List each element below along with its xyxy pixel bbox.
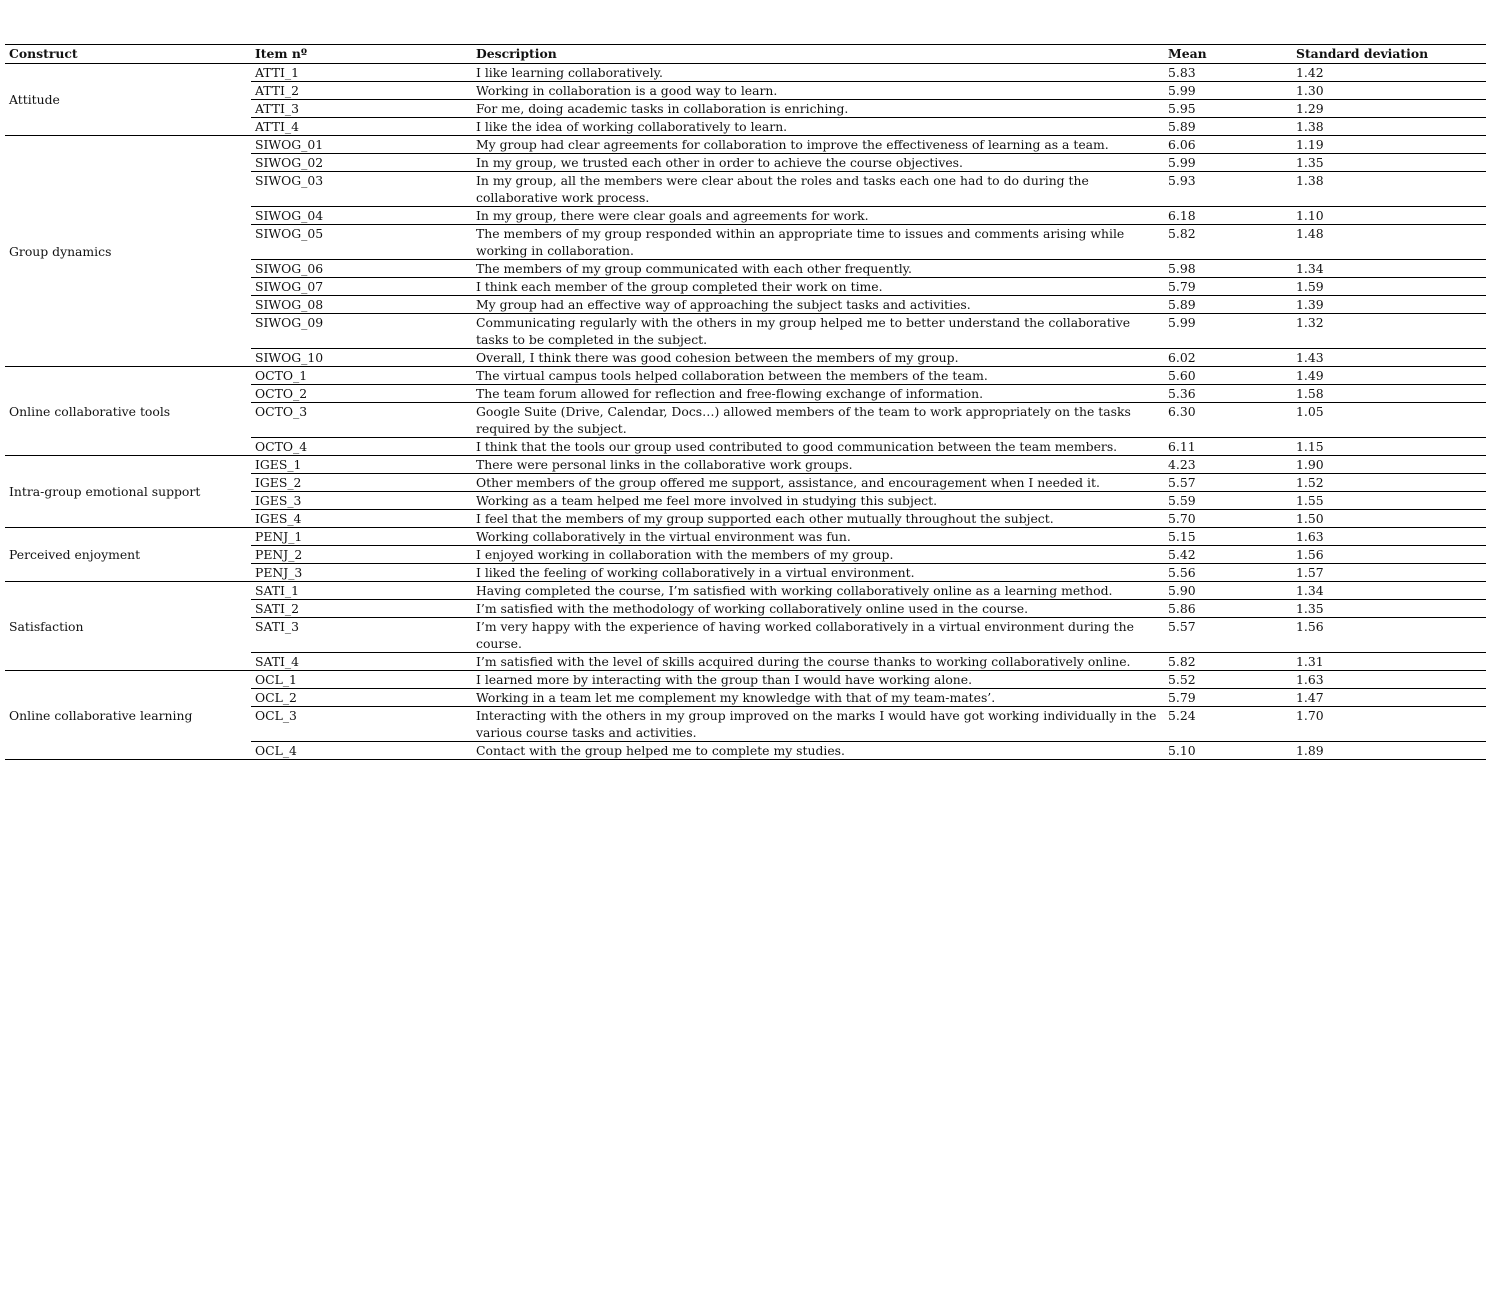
table-row <box>5 136 1486 154</box>
mean-cell: 5.99 <box>1164 314 1292 349</box>
item-cell: SATI_2 <box>251 600 472 618</box>
item-cell: SIWOG_08 <box>251 296 472 314</box>
item-cell: IGES_2 <box>251 474 472 492</box>
item-cell: SIWOG_09 <box>251 314 472 349</box>
description-cell: I’m satisfied with the methodology of working collaboratively online used in the course. <box>472 600 1164 618</box>
standard-deviation-cell: 1.39 <box>1292 296 1486 314</box>
standard-deviation-cell: 1.32 <box>1292 314 1486 349</box>
standard-deviation-cell: 1.56 <box>1292 618 1486 653</box>
standard-deviation-cell: 1.56 <box>1292 546 1486 564</box>
table-row <box>5 456 1486 474</box>
table-row <box>5 64 1486 82</box>
item-cell: SIWOG_05 <box>251 225 472 260</box>
results-table-container <box>5 44 1486 760</box>
item-cell: PENJ_2 <box>251 546 472 564</box>
standard-deviation-cell: 1.50 <box>1292 510 1486 528</box>
description-cell: I feel that the members of my group supported each other mutually throughout the subject. <box>472 510 1164 528</box>
description-cell: I liked the feeling of working collaboratively in a virtual environment. <box>472 564 1164 582</box>
standard-deviation-cell: 1.30 <box>1292 82 1486 100</box>
description-cell: Contact with the group helped me to complete my studies. <box>472 742 1164 760</box>
description-cell: Having completed the course, I’m satisfied with working collaboratively online as a learning method. <box>472 582 1164 600</box>
description-cell: I like the idea of working collaboratively to learn. <box>472 118 1164 136</box>
standard-deviation-cell: 1.34 <box>1292 260 1486 278</box>
header-description: Description <box>472 45 1164 64</box>
standard-deviation-cell: 1.10 <box>1292 207 1486 225</box>
mean-cell: 5.52 <box>1164 671 1292 689</box>
mean-cell: 5.60 <box>1164 367 1292 385</box>
mean-cell: 5.56 <box>1164 564 1292 582</box>
construct-cell: Perceived enjoyment <box>5 528 251 582</box>
description-cell: The team forum allowed for reflection and free-flowing exchange of information. <box>472 385 1164 403</box>
description-cell: The virtual campus tools helped collaboration between the members of the team. <box>472 367 1164 385</box>
standard-deviation-cell: 1.29 <box>1292 100 1486 118</box>
description-cell: Overall, I think there was good cohesion between the members of my group. <box>472 349 1164 367</box>
item-cell: OCTO_3 <box>251 403 472 438</box>
description-cell: Working collaboratively in the virtual environment was fun. <box>472 528 1164 546</box>
mean-cell: 4.23 <box>1164 456 1292 474</box>
header-row <box>5 45 1486 64</box>
standard-deviation-cell: 1.52 <box>1292 474 1486 492</box>
table-row <box>5 671 1486 689</box>
standard-deviation-cell: 1.34 <box>1292 582 1486 600</box>
mean-cell: 6.18 <box>1164 207 1292 225</box>
description-cell: My group had an effective way of approaching the subject tasks and activities. <box>472 296 1164 314</box>
standard-deviation-cell: 1.47 <box>1292 689 1486 707</box>
standard-deviation-cell: 1.43 <box>1292 349 1486 367</box>
mean-cell: 6.11 <box>1164 438 1292 456</box>
mean-cell: 5.95 <box>1164 100 1292 118</box>
description-cell: I think that the tools our group used contributed to good communication between the team members. <box>472 438 1164 456</box>
construct-cell: Group dynamics <box>5 136 251 367</box>
standard-deviation-cell: 1.05 <box>1292 403 1486 438</box>
table-row <box>5 582 1486 600</box>
item-cell: ATTI_2 <box>251 82 472 100</box>
mean-cell: 5.42 <box>1164 546 1292 564</box>
description-cell: I’m satisfied with the level of skills acquired during the course thanks to working collaboratively online. <box>472 653 1164 671</box>
item-cell: IGES_3 <box>251 492 472 510</box>
construct-items-table <box>5 44 1486 760</box>
description-cell: In my group, there were clear goals and agreements for work. <box>472 207 1164 225</box>
standard-deviation-cell: 1.15 <box>1292 438 1486 456</box>
mean-cell: 5.79 <box>1164 689 1292 707</box>
item-cell: ATTI_3 <box>251 100 472 118</box>
standard-deviation-cell: 1.48 <box>1292 225 1486 260</box>
mean-cell: 5.57 <box>1164 474 1292 492</box>
item-cell: OCTO_2 <box>251 385 472 403</box>
mean-cell: 5.24 <box>1164 707 1292 742</box>
standard-deviation-cell: 1.90 <box>1292 456 1486 474</box>
mean-cell: 5.90 <box>1164 582 1292 600</box>
item-cell: OCL_4 <box>251 742 472 760</box>
item-cell: OCL_2 <box>251 689 472 707</box>
description-cell: I think each member of the group completed their work on time. <box>472 278 1164 296</box>
standard-deviation-cell: 1.63 <box>1292 528 1486 546</box>
construct-cell: Intra-group emotional support <box>5 456 251 528</box>
item-cell: SIWOG_07 <box>251 278 472 296</box>
mean-cell: 5.99 <box>1164 82 1292 100</box>
header-standard-deviation: Standard deviation <box>1292 45 1486 64</box>
standard-deviation-cell: 1.58 <box>1292 385 1486 403</box>
standard-deviation-cell: 1.31 <box>1292 653 1486 671</box>
standard-deviation-cell: 1.19 <box>1292 136 1486 154</box>
mean-cell: 5.83 <box>1164 64 1292 82</box>
description-cell: In my group, all the members were clear about the roles and tasks each one had to do during the collaborative work process. <box>472 172 1164 207</box>
standard-deviation-cell: 1.59 <box>1292 278 1486 296</box>
mean-cell: 5.82 <box>1164 653 1292 671</box>
description-cell: Working in a team let me complement my knowledge with that of my team-mates’. <box>472 689 1164 707</box>
construct-cell: Satisfaction <box>5 582 251 671</box>
description-cell: The members of my group communicated with each other frequently. <box>472 260 1164 278</box>
table-body <box>5 64 1486 760</box>
mean-cell: 5.98 <box>1164 260 1292 278</box>
item-cell: PENJ_1 <box>251 528 472 546</box>
description-cell: Communicating regularly with the others in my group helped me to better understand the collaborative tasks to be completed in the subject. <box>472 314 1164 349</box>
description-cell: I’m very happy with the experience of having worked collaboratively in a virtual environment during the course. <box>472 618 1164 653</box>
mean-cell: 5.57 <box>1164 618 1292 653</box>
mean-cell: 5.89 <box>1164 118 1292 136</box>
item-cell: OCTO_4 <box>251 438 472 456</box>
item-cell: IGES_1 <box>251 456 472 474</box>
description-cell: Interacting with the others in my group improved on the marks I would have got working individually in the various course tasks and activities. <box>472 707 1164 742</box>
description-cell: I like learning collaboratively. <box>472 64 1164 82</box>
mean-cell: 5.10 <box>1164 742 1292 760</box>
description-cell: There were personal links in the collaborative work groups. <box>472 456 1164 474</box>
description-cell: In my group, we trusted each other in order to achieve the course objectives. <box>472 154 1164 172</box>
standard-deviation-cell: 1.49 <box>1292 367 1486 385</box>
item-cell: OCL_1 <box>251 671 472 689</box>
mean-cell: 5.89 <box>1164 296 1292 314</box>
mean-cell: 6.30 <box>1164 403 1292 438</box>
construct-cell: Attitude <box>5 64 251 136</box>
mean-cell: 5.79 <box>1164 278 1292 296</box>
mean-cell: 5.36 <box>1164 385 1292 403</box>
item-cell: SIWOG_06 <box>251 260 472 278</box>
standard-deviation-cell: 1.63 <box>1292 671 1486 689</box>
description-cell: I enjoyed working in collaboration with the members of my group. <box>472 546 1164 564</box>
header-mean: Mean <box>1164 45 1292 64</box>
description-cell: For me, doing academic tasks in collaboration is enriching. <box>472 100 1164 118</box>
item-cell: SIWOG_01 <box>251 136 472 154</box>
description-cell: I learned more by interacting with the group than I would have working alone. <box>472 671 1164 689</box>
item-cell: SATI_1 <box>251 582 472 600</box>
construct-cell: Online collaborative tools <box>5 367 251 456</box>
description-cell: Working as a team helped me feel more involved in studying this subject. <box>472 492 1164 510</box>
description-cell: The members of my group responded within an appropriate time to issues and comments arising while working in collaboration. <box>472 225 1164 260</box>
standard-deviation-cell: 1.35 <box>1292 154 1486 172</box>
item-cell: SATI_4 <box>251 653 472 671</box>
construct-cell: Online collaborative learning <box>5 671 251 760</box>
item-cell: ATTI_4 <box>251 118 472 136</box>
mean-cell: 5.99 <box>1164 154 1292 172</box>
item-cell: IGES_4 <box>251 510 472 528</box>
header-item: Item nº <box>251 45 472 64</box>
mean-cell: 5.86 <box>1164 600 1292 618</box>
item-cell: SIWOG_03 <box>251 172 472 207</box>
standard-deviation-cell: 1.57 <box>1292 564 1486 582</box>
item-cell: SIWOG_10 <box>251 349 472 367</box>
header-construct: Construct <box>5 45 251 64</box>
item-cell: SATI_3 <box>251 618 472 653</box>
item-cell: PENJ_3 <box>251 564 472 582</box>
standard-deviation-cell: 1.55 <box>1292 492 1486 510</box>
mean-cell: 5.93 <box>1164 172 1292 207</box>
standard-deviation-cell: 1.70 <box>1292 707 1486 742</box>
item-cell: SIWOG_02 <box>251 154 472 172</box>
mean-cell: 6.02 <box>1164 349 1292 367</box>
mean-cell: 5.70 <box>1164 510 1292 528</box>
table-header <box>5 45 1486 64</box>
table-row <box>5 528 1486 546</box>
item-cell: ATTI_1 <box>251 64 472 82</box>
standard-deviation-cell: 1.38 <box>1292 172 1486 207</box>
standard-deviation-cell: 1.89 <box>1292 742 1486 760</box>
description-cell: Working in collaboration is a good way to learn. <box>472 82 1164 100</box>
item-cell: OCL_3 <box>251 707 472 742</box>
description-cell: Google Suite (Drive, Calendar, Docs…) allowed members of the team to work appropriately on the tasks required by the subject. <box>472 403 1164 438</box>
standard-deviation-cell: 1.35 <box>1292 600 1486 618</box>
item-cell: OCTO_1 <box>251 367 472 385</box>
mean-cell: 5.15 <box>1164 528 1292 546</box>
mean-cell: 5.59 <box>1164 492 1292 510</box>
standard-deviation-cell: 1.38 <box>1292 118 1486 136</box>
description-cell: My group had clear agreements for collaboration to improve the effectiveness of learning as a team. <box>472 136 1164 154</box>
description-cell: Other members of the group offered me support, assistance, and encouragement when I needed it. <box>472 474 1164 492</box>
item-cell: SIWOG_04 <box>251 207 472 225</box>
mean-cell: 5.82 <box>1164 225 1292 260</box>
table-row <box>5 367 1486 385</box>
mean-cell: 6.06 <box>1164 136 1292 154</box>
standard-deviation-cell: 1.42 <box>1292 64 1486 82</box>
